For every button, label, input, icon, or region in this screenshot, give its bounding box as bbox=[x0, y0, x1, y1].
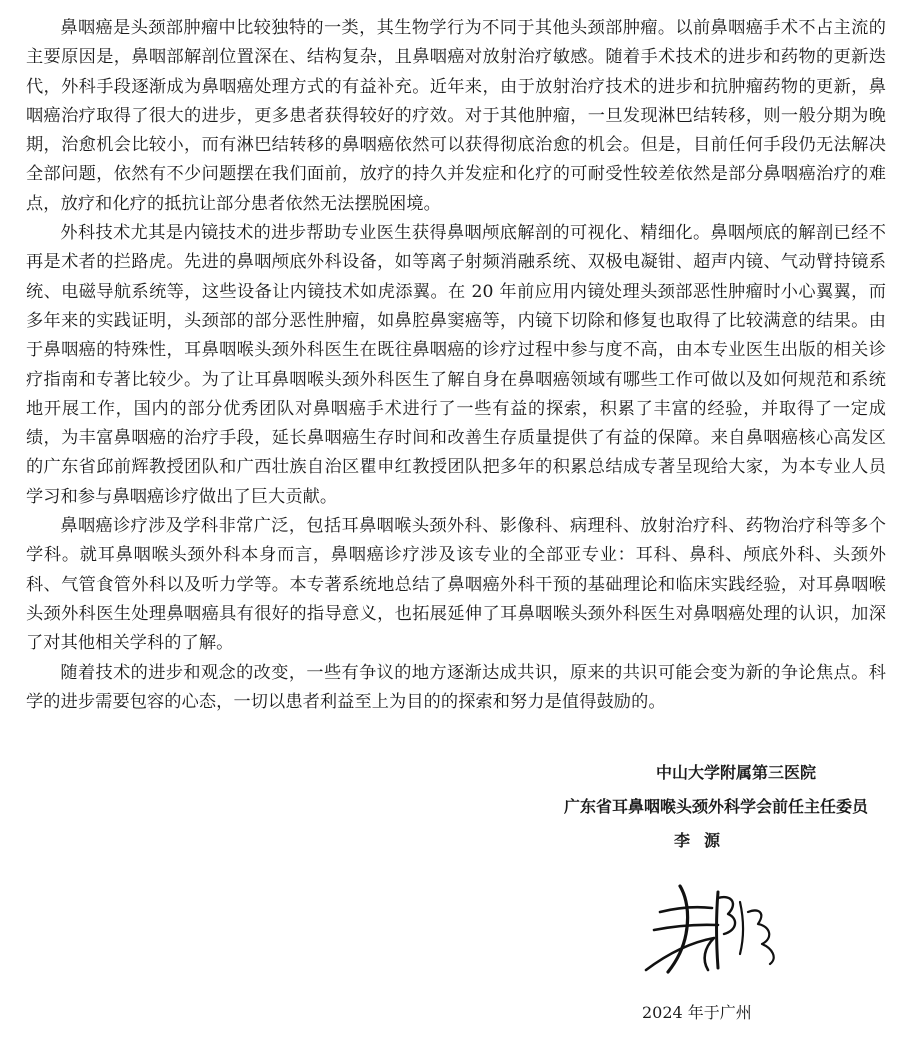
handwritten-signature bbox=[640, 868, 790, 988]
author-name: 李源 bbox=[674, 831, 735, 850]
paragraph-2: 外科技术尤其是内镜技术的进步帮助专业医生获得鼻咽颅底解剖的可视化、精细化。鼻咽颅底的解剖已经不再是术者的拦路虎。先进的鼻咽颅底外科设备，如等离子射频消融系统、双极电凝钳、超声内镜、气动臂持镜系统、电磁导航系统等，这些设备让内镜技术如虎添翼。在 20 年前应用内镜处理头颈部恶性肿瘤时小心翼翼，而多年来的实践证明，头颈部的部分恶性肿瘤，如鼻腔鼻窦癌等，内镜下切除和修复也取得了比较满意的结果。由于鼻咽癌的特殊性，耳鼻咽喉头颈外科医生在既往鼻咽癌的诊疗过程中参与度不高，由本专业医生出版的相关诊疗指南和专著比较少。为了让耳鼻咽喉头颈外科医生了解自身在鼻咽癌领域有哪些工作可做以及如何规范和系统地开展工作，国内的部分优秀团队对鼻咽癌手术进行了一些有益的探索，积累了丰富的经验，并取得了一定成绩，为丰富鼻咽癌的治疗手段，延长鼻咽癌生存时间和改善生存质量提供了有益的保障。来自鼻咽癌核心高发区的广东省邱前辉教授团队和广西壮族自治区瞿申红教授团队把多年的积累总结成专著呈现给大家，为本专业人员学习和参与鼻咽癌诊疗做出了巨大贡献。 bbox=[26, 223, 886, 507]
paragraph-3: 鼻咽癌诊疗涉及学科非常广泛，包括耳鼻咽喉头颈外科、影像科、病理科、放射治疗科、药物治疗科等多个学科。就耳鼻咽喉头颈外科本身而言，鼻咽癌诊疗涉及该专业的全部亚专业：耳科、鼻科、颅底外科、头颈外科、气管食管外科以及听力学等。本专著系统地总结了鼻咽癌外科干预的基础理论和临床实践经验，对耳鼻咽喉头颈外科医生处理鼻咽癌具有很好的指导意义，也拓展延伸了耳鼻咽喉头颈外科医生对鼻咽癌处理的认识，加深了对其他相关学科的了解。 bbox=[26, 516, 886, 654]
author-institution: 中山大学附属第三医院 bbox=[656, 763, 817, 782]
author-position: 广东省耳鼻咽喉头颈外科学会前任主任委员 bbox=[564, 797, 869, 816]
paragraph-4: 随着技术的进步和观念的改变，一些有争议的地方逐渐达成共识，原来的共识可能会变为新的争论焦点。科学的进步需要包容的心态，一切以患者利益至上为目的的探索和努力是值得鼓励的。 bbox=[26, 662, 886, 712]
date-place: 2024 年于广州 bbox=[642, 1003, 752, 1022]
paragraph-1: 鼻咽癌是头颈部肿瘤中比较独特的一类，其生物学行为不同于其他头颈部肿瘤。以前鼻咽癌手术不占主流的主要原因是，鼻咽部解剖位置深在、结构复杂，且鼻咽癌对放射治疗敏感。随着手术技术的进步和药物的更新迭代，外科手段逐渐成为鼻咽癌处理方式的有益补充。近年来，由于放射治疗技术的进步和抗肿瘤药物的更新，鼻咽癌治疗取得了很大的进步，更多患者获得较好的疗效。对于其他肿瘤，一旦发现淋巴结转移，则一般分期为晚期，治愈机会比较小，而有淋巴结转移的鼻咽癌依然可以获得彻底治愈的机会。但是，目前任何手段仍无法解决全部问题，依然有不少问题摆在我们面前，放疗的持久并发症和化疗的可耐受性较差依然是部分鼻咽癌治疗的难点，放疗和化疗的抵抗让部分患者依然无法摆脱困境。 bbox=[26, 18, 886, 214]
